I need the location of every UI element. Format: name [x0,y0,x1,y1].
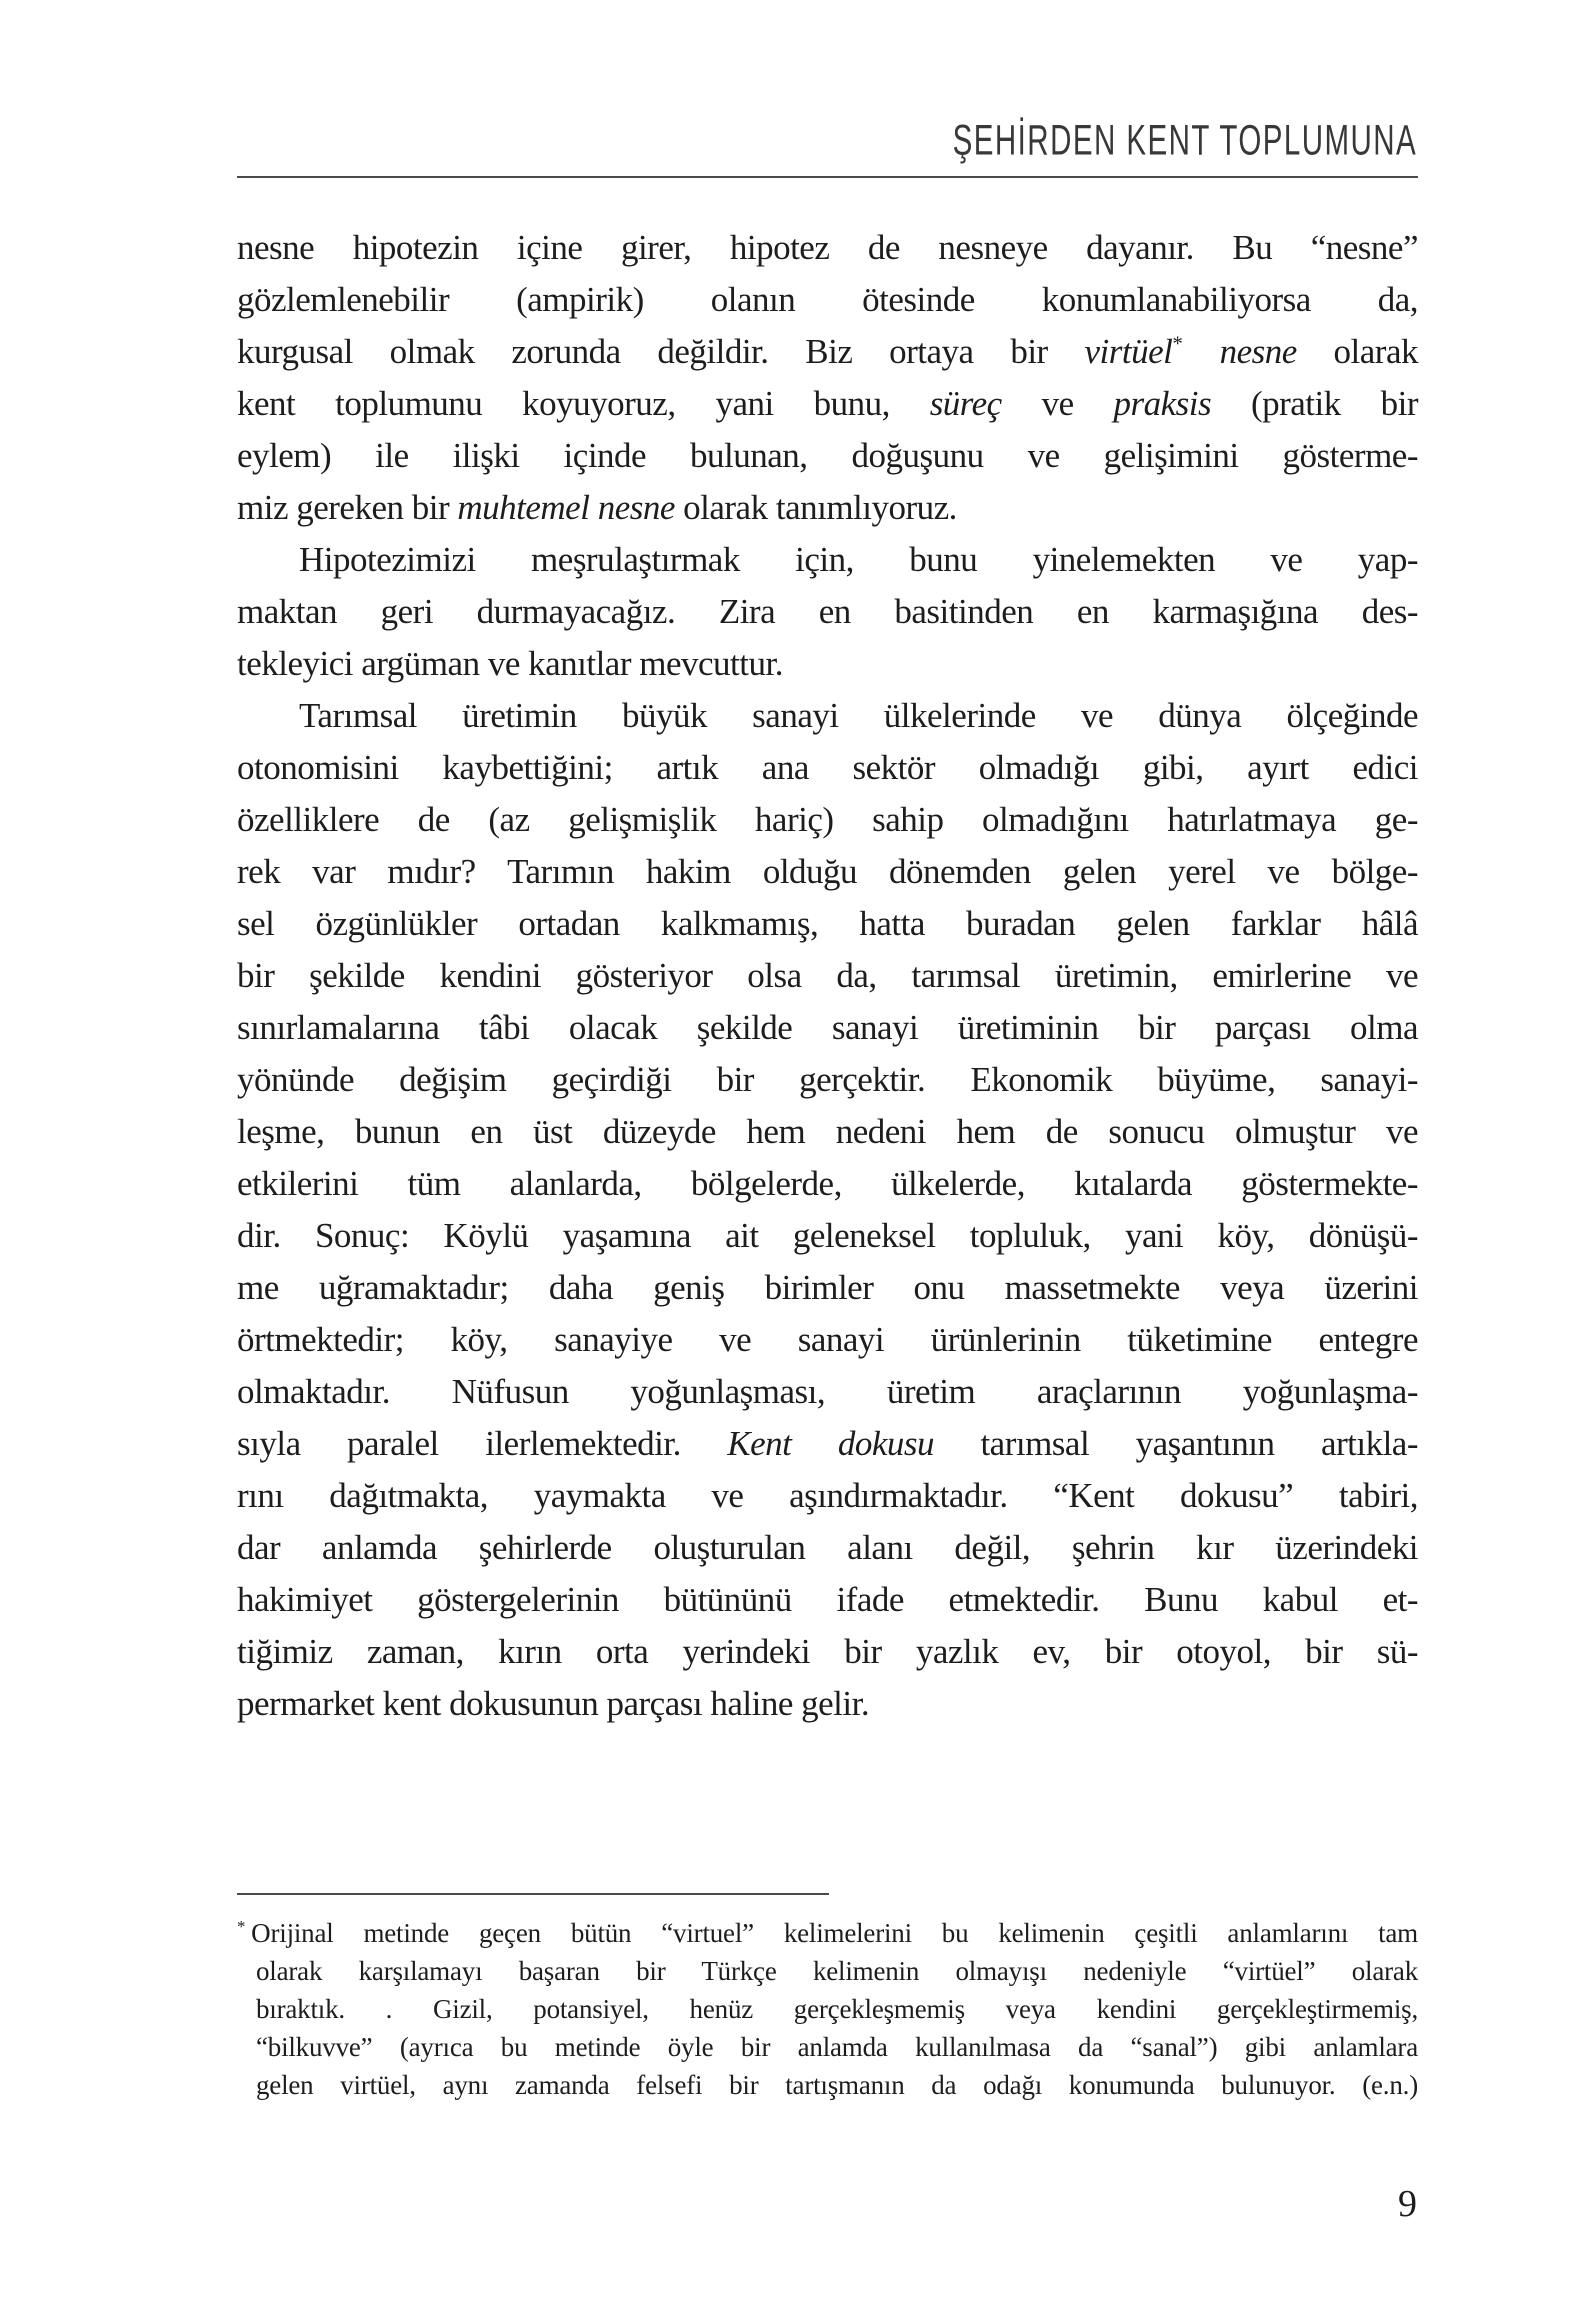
body-line [237,586,1418,638]
text-segment: tarımsal yaşantının artıkla- [934,1424,1419,1463]
text-segment: yönünde değişim geçirdiği bir gerçektir. Ekonomik büyüme, sanayi- [237,1060,1418,1099]
body-line [237,1262,1418,1314]
body-line [237,1210,1418,1262]
italic-text-segment: praksis [1113,384,1212,423]
text-segment: dir. Sonuç: Köylü yaşamına ait geleneksel topluluk, yani köy, dönüşü- [237,1216,1418,1255]
footnote-line [256,1990,1418,2028]
text-segment: sel özgünlükler ortadan kalkmamış, hatta buradan gelen farklar hâlâ [237,904,1418,943]
body-line [237,534,1418,586]
body-line [237,1158,1418,1210]
text-segment: olarak karşılamayı başaran bir Türkçe kelimenin olmayışı nedeniyle “virtüel” olarak [256,1956,1418,1986]
body-line [237,1106,1418,1158]
page-number: 9 [1398,2183,1417,2225]
body-line [237,1522,1418,1574]
text-segment: etkilerini tüm alanlarda, bölgelerde, ülkelerde, kıtalarda göstermekte- [237,1164,1418,1203]
body-line [237,378,1418,430]
text-segment: Hipotezimizi meşrulaştırmak için, bunu yinelemekten ve yap- [299,540,1418,579]
text-segment: gelen virtüel, aynı zamanda felsefi bir tartışmanın da odağı konumunda bulunuyor. (e.n.) [256,2070,1418,2100]
body-line [237,222,1418,274]
body-line [237,794,1418,846]
footnote-ref-asterisk: * [1172,331,1183,356]
body-line [237,638,1418,690]
text-segment: gözlemlenebilir (ampirik) olanın ötesinde konumlanabiliyorsa da, [237,280,1418,319]
text-segment: (pratik bir [1211,384,1418,423]
body-line [237,1470,1418,1522]
text-segment: nesne hipotezin içine girer, hipotez de nesneye dayanır. Bu “nesne” [237,228,1418,267]
text-segment: permarket kent dokusunun parçası haline gelir. [237,1684,870,1723]
text-segment: miz gereken bir [237,488,458,527]
footnote-block [237,1914,1418,2104]
italic-text-segment: nesne [1219,332,1297,371]
body-line [237,1418,1418,1470]
italic-text-segment: süreç [929,384,1002,423]
text-segment: dar anlamda şehirlerde oluşturulan alanı değil, şehrin kır üzerindeki [237,1528,1418,1567]
text-segment: otonomisini kaybettiğini; artık ana sektör olmadığı gibi, ayırt edici [237,748,1418,787]
text-segment [1183,332,1220,371]
footnote-separator-rule [237,1893,829,1895]
text-segment: Tarımsal üretimin büyük sanayi ülkelerinde ve dünya ölçeğinde [299,696,1418,735]
text-segment: rını dağıtmakta, yaymakta ve aşındırmaktadır. “Kent dokusu” tabiri, [237,1476,1418,1515]
text-segment: kent toplumunu koyuyoruz, yani bunu, [237,384,930,423]
text-segment: rek var mıdır? Tarımın hakim olduğu dönemden gelen yerel ve bölge- [237,852,1418,891]
footnote-line [237,1914,1418,1952]
text-segment: sıyla paralel ilerlemektedir. [237,1424,728,1463]
footnote-line [256,2028,1418,2066]
body-text [237,222,1418,1730]
body-line [237,274,1418,326]
text-segment: “bilkuvve” (ayrıca bu metinde öyle bir anlamda kullanılmasa da “sanal”) gibi anlamlara [256,2032,1418,2062]
body-line [237,690,1418,742]
text-segment: olmaktadır. Nüfusun yoğunlaşması, üretim araçlarının yoğunlaşma- [237,1372,1418,1411]
text-segment: bir şekilde kendini gösteriyor olsa da, tarımsal üretimin, emirlerine ve [237,956,1418,995]
text-segment: me uğramaktadır; daha geniş birimler onu massetmekte veya üzerini [237,1268,1418,1307]
footnote-marker-asterisk: * [237,1917,246,1936]
body-line [237,430,1418,482]
text-segment: maktan geri durmayacağız. Zira en basitinden en karmaşığına des- [237,592,1418,631]
text-segment: özelliklere de (az gelişmişlik hariç) sahip olmadığını hatırlatmaya ge- [237,800,1418,839]
body-line [237,1314,1418,1366]
text-segment: leşme, bunun en üst düzeyde hem nedeni hem de sonucu olmuştur ve [237,1112,1418,1151]
text-segment: tiğimiz zaman, kırın orta yerindeki bir yazlık ev, bir otoyol, bir sü- [237,1632,1418,1671]
italic-text-segment: Kent dokusu [727,1424,934,1463]
text-segment: eylem) ile ilişki içinde bulunan, doğuşunu ve gelişimini gösterme- [237,436,1418,475]
body-line [237,1054,1418,1106]
body-line [237,482,1418,534]
header-rule [237,176,1418,178]
italic-text-segment: virtüel [1084,332,1173,371]
body-line [237,1366,1418,1418]
italic-text-segment: muhtemel nesne [457,488,675,527]
text-segment: örtmektedir; köy, sanayiye ve sanayi ürünlerinin tüketimine entegre [237,1320,1418,1359]
text-segment: olarak tanımlıyoruz. [674,488,957,527]
body-line [237,1626,1418,1678]
text-segment: sınırlamalarına tâbi olacak şekilde sanayi üretiminin bir parçası olma [237,1008,1418,1047]
text-segment: tekleyici argüman ve kanıtlar mevcuttur. [237,644,783,683]
text-segment: kurgusal olmak zorunda değildir. Biz ortaya bir [237,332,1085,371]
body-line [237,1678,1418,1730]
body-line [237,898,1418,950]
text-segment: hakimiyet göstergelerinin bütününü ifade etmektedir. Bunu kabul et- [237,1580,1418,1619]
body-line [237,950,1418,1002]
body-line [237,1002,1418,1054]
text-segment: bıraktık. . Gizil, potansiyel, henüz gerçekleşmemiş veya kendini gerçekleştirmemiş, [256,1994,1418,2024]
footnote-line [256,2066,1418,2104]
body-line [237,846,1418,898]
body-line [237,1574,1418,1626]
footnote-line [256,1952,1418,1990]
body-line [237,326,1418,378]
text-segment: olarak [1296,332,1418,371]
text-segment: Orijinal metinde geçen bütün “virtuel” kelimelerini bu kelimenin çeşitli anlamlarını tam [251,1918,1418,1948]
text-segment: ve [1001,384,1114,423]
running-head-title: ŞEHİRDEN KENT TOPLUMUNA [952,116,1417,164]
body-line [237,742,1418,794]
